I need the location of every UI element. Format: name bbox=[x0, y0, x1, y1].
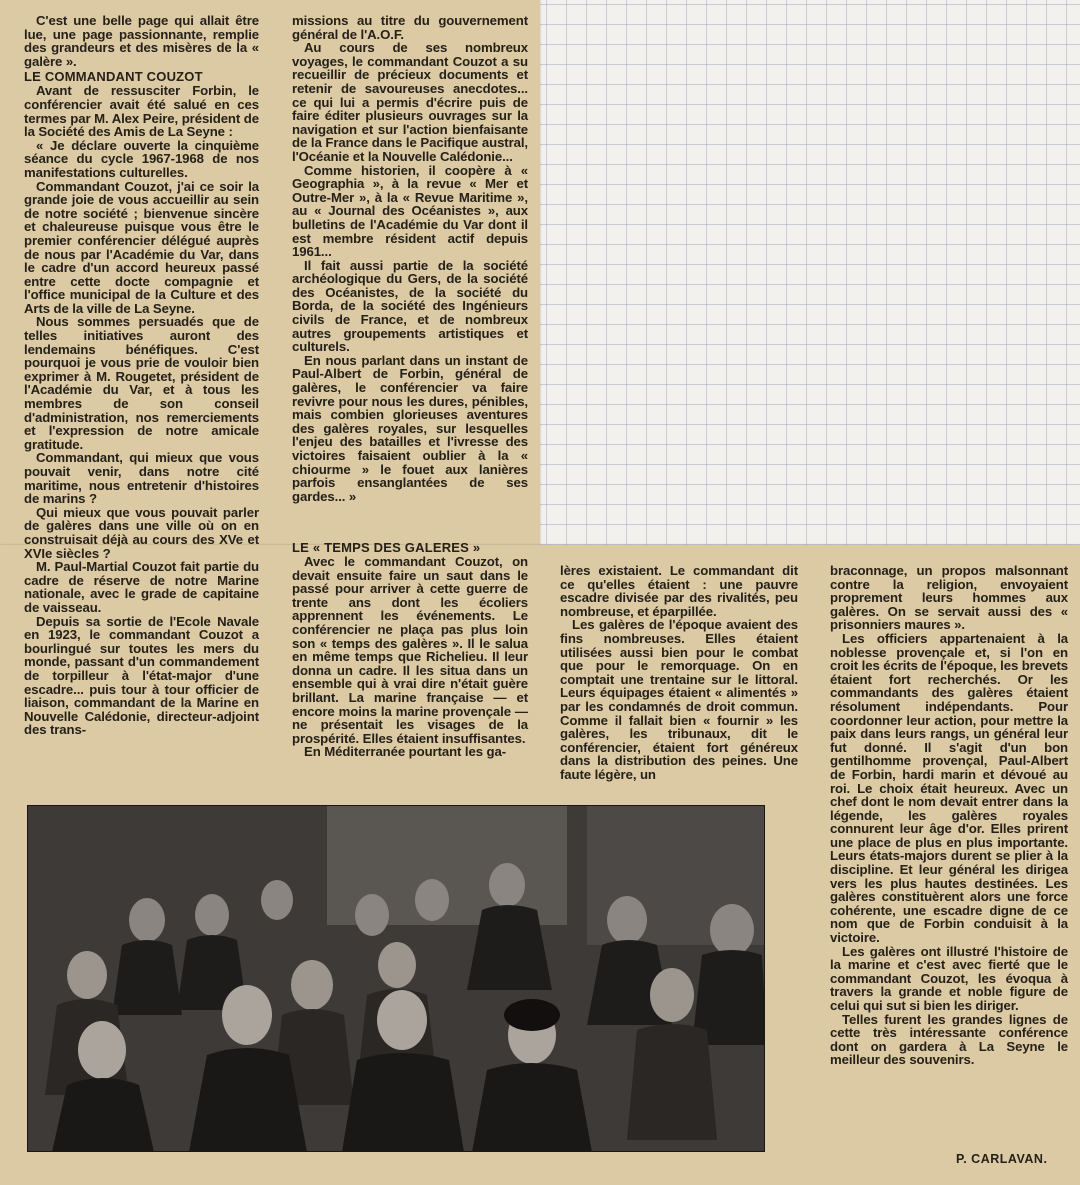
paragraph: « Je déclare ouverte la cinquième séance du cycle 1967-1968 de nos manifestations culturelles. bbox=[24, 137, 259, 180]
paragraph: Avant de ressusciter Forbin, le conférencier avait été salué en ces termes par M. Alex Peire, président de la Société des Amis de La Seyne : bbox=[24, 83, 259, 140]
paragraph: Il fait aussi partie de la société archéologique du Gers, de la société des Océanistes, de la société du Borda, de la société des Ingénieurs civils de France, et de nombreux autres groupements artistiques et culturels. bbox=[292, 257, 528, 355]
paragraph: Commandant Couzot, j'ai ce soir la grande joie de vous accueillir au sein de notre société ; bienvenue sincère et chaleureuse puisque vous être le premier conférencier délégué auprès de nous par l'Académie du Var, dans le cadre d'un accord heureux passé entre cette docte compagnie et l'office municipal de la Culture et des Arts de la ville de La Seyne. bbox=[24, 178, 259, 316]
paragraph: lères existaient. Le commandant dit ce qu'elles étaient : une pauvre escadre divisée par des rivalités, peu nombreuse, et éparpillée. bbox=[560, 563, 798, 619]
article-column-5 bbox=[830, 564, 1068, 1067]
paragraph: En Méditerranée pourtant les ga- bbox=[304, 744, 506, 760]
paragraph: Les galères ont illustré l'histoire de la marine et c'est avec fierté que le commandant Couzot, les évoqua à travers la grande et noble figure de celui qui sut si bien les diriger. bbox=[830, 943, 1068, 1013]
article-column-2 bbox=[292, 14, 528, 503]
paragraph: Qui mieux que vous pouvait parler de galères dans une ville où on en construisait déjà au cours des XVe et XVIe siècles ? bbox=[24, 504, 259, 561]
paragraph: Avec le commandant Couzot, on devait ensuite faire un saut dans le passé pour arriver à cette guerre de trente ans dont les écoliers apprennent les événements. Le conférencier ne plaça pas plus loin son « temps des galères ». Il le salua en même temps que Richelieu. Il leur donna un cadre. Il les situa dans un ensemble qui à vrai dire n'était guère brillant. La marine française — et encore moins la marine provençale — ne présentait les visages de la prospérité. Elles étaient insuffisantes. bbox=[292, 554, 528, 746]
article-column-4 bbox=[560, 564, 798, 782]
paragraph: Telles furent les grandes lignes de cette très intéressante conférence dont on gardera à La Seyne le meilleur des souvenirs. bbox=[830, 1011, 1068, 1068]
paragraph: braconnage, un propos malsonnant contre la religion, envoyaient proprement leurs hommes aux galères. On se servait aussi des « prisonniers maures ». bbox=[830, 563, 1068, 633]
author-signature: P. CARLAVAN. bbox=[956, 1152, 1048, 1166]
audience-photo-drawing bbox=[27, 805, 765, 1152]
article-column-1 bbox=[24, 14, 259, 737]
paragraph: Les officiers appartenaient à la noblesse provençale et, si l'on en croit les écrits de l'époque, les brevets étaient fort recherchés. Or les commandants des galères étaient résolument indépendants. Pour coordonner leur action, pour mettre la paix dans leurs rangs, un général leur fut donné. Il s'agit d'un bon gentilhomme provençal, Paul-Albert de Forbin, hardi marin et dévoué au roi. Le choix était heureux. Avec un chef dont le nom devait entrer dans la légende, les galères royales connurent leur âge d'or. Elles prirent une place de plus en plus importante. Leurs états-majors durent se plier à la discipline. Et leur général les dirigea vers les plus hautes destinées. Les galères constituèrent alors une force cohérente, une escadre digne de ce nom que de Forbin conduisit à la victoire. bbox=[830, 630, 1068, 946]
paragraph: missions au titre du gouvernement général de l'A.O.F. bbox=[292, 13, 528, 42]
paragraph: Commandant, qui mieux que vous pouvait venir, dans notre cité maritime, nous entretenir d'histoires de marins ? bbox=[24, 450, 259, 507]
paragraph: Au cours de ses nombreux voyages, le commandant Couzot a su recueillir de précieux documents et retenir de savoureuses anecdotes... ce qui lui a permis d'écrire puis de faire éditer plusieurs ouvrages sur la navigation et sur l'action bienfaisante de la France dans le Pacifique austral, l'Océanie et la Nouvelle Calédonie... bbox=[292, 40, 528, 164]
paragraph: C'est une belle page qui allait être lue, une page passionnante, remplie des grandeurs et des misères de la « galère ». bbox=[24, 13, 259, 69]
paragraph: Nous sommes persuadés que de telles initiatives auront des lendemains bénéfiques. C'est pourquoi je vous prie de vouloir bien exprimer à M. Rougetet, président de l'Académie du Var, et à tous les membres de son conseil d'administration, nos remerciements et l'expression de notre amicale gratitude. bbox=[24, 314, 259, 452]
paragraph: Depuis sa sortie de l'Ecole Navale en 1923, le commandant Couzot a bourlingué sur toutes les mers du monde, passant d'un commandement de torpilleur à l'état-major d'une escadre... puis tour à tour officier de liaison, commandant de la Marine en Nouvelle Calédonie, directeur-adjoint des trans- bbox=[24, 613, 259, 738]
section-heading: LE « TEMPS DES GALERES » bbox=[292, 540, 481, 555]
section-heading: LE COMMANDANT COUZOT bbox=[24, 69, 203, 85]
paragraph: En nous parlant dans un instant de Paul-Albert de Forbin, général de galères, le conférencier va faire revivre pour nous les dures, pénibles, mais combien glorieuses aventures des galères royales, sur lesquelles l'enjeu des batailles et l'ivresse des victoires faisaient oublier à la « chiourme » le fouet aux lanières parfois ensanglantées de ses gardes... » bbox=[292, 352, 528, 504]
paragraph: Les galères de l'époque avaient des fins nombreuses. Elles étaient utilisées aussi bien pour le combat que pour le remorquage. On en comptait une trentaine sur le littoral. Leurs équipages étaient « alimentés » par les condamnés de droit commun. Comme il fallait bien « fournir » les galères, les tribunaux, dit le conférencier, étaient fort généreux dans la distribution des peines. Une faute légère, un bbox=[560, 617, 798, 782]
article-column-3 bbox=[292, 539, 528, 759]
audience-photo bbox=[27, 805, 765, 1152]
paragraph: Comme historien, il coopère à « Geographia », à la revue « Mer et Outre-Mer », à la « Revue Maritime », au « Journal des Océanistes », aux bulletins de l'Académie du Var dont il est membre résident actif depuis 1961... bbox=[292, 162, 528, 260]
paragraph: M. Paul-Martial Couzot fait partie du cadre de réserve de notre Marine nationale, avec le grade de capitaine de vaisseau. bbox=[24, 559, 259, 615]
